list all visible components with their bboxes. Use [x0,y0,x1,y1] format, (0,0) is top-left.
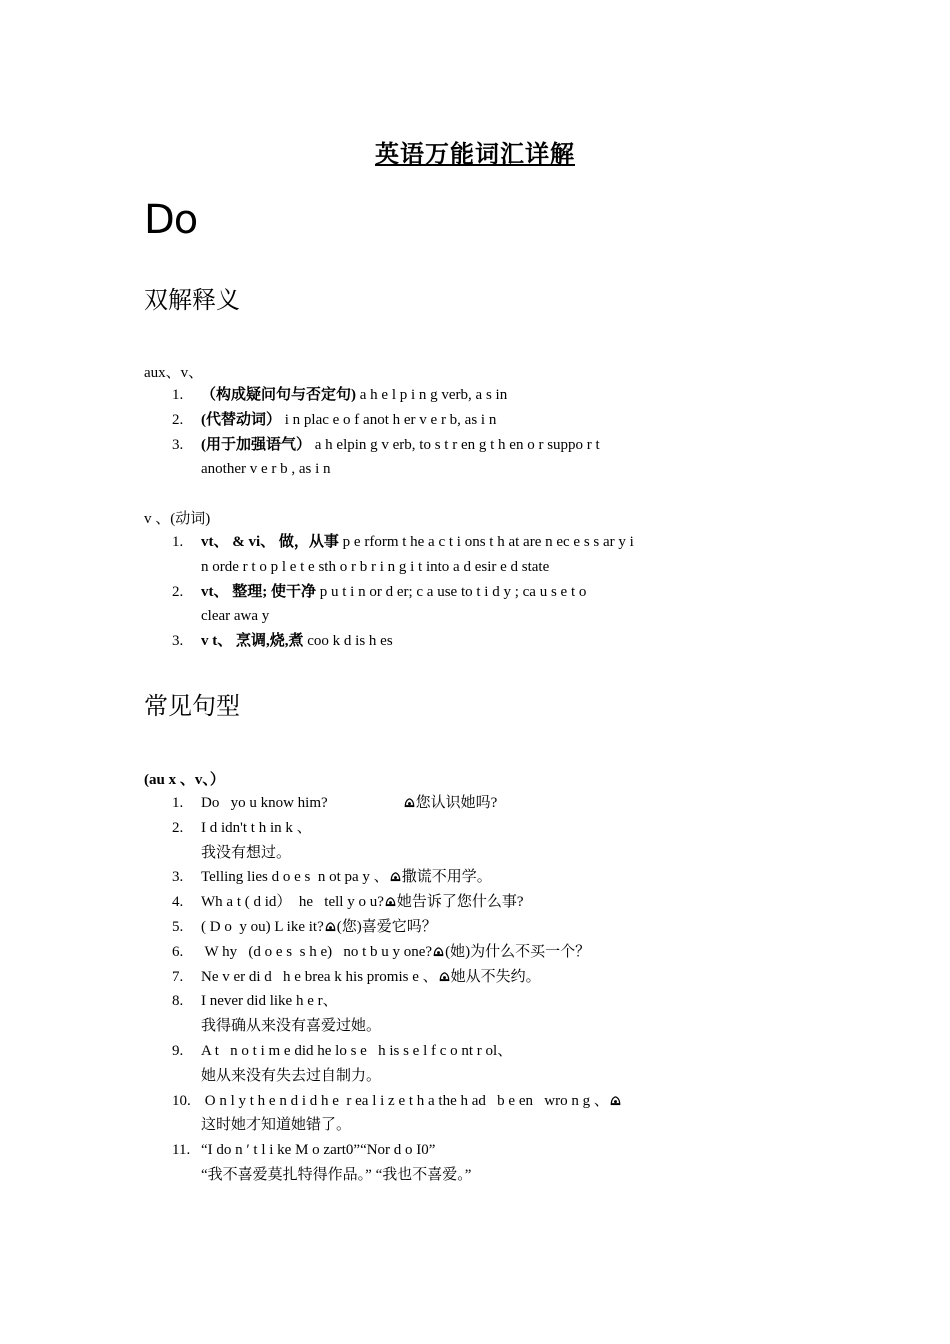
definition-list-aux [144,383,824,482]
sentence-translation: 我得确从来没有喜爱过她。 [201,1018,382,1035]
definition-tag: vt、 & vi、 做，从事 [201,534,339,550]
item-number: 6. [172,943,184,960]
definition-text: coo k d is h es [303,633,393,650]
reference-icon [325,916,336,927]
sentence-text: W hy (d o e s s h e) no t b u y one? [201,943,433,960]
list-item [144,408,824,433]
list-item [144,433,824,483]
definition-tag: (代替动词） [201,411,281,428]
reference-icon [610,1090,621,1101]
list-item [144,791,834,816]
list-item [144,816,834,866]
definition-text: a h e l p i n g verb, a s in [356,387,508,403]
sentence-text: Telling lies d o e s n ot pa y 、 [201,869,389,886]
pos-label-aux: aux、v、 [144,365,204,381]
sentence-translation: 您认识她吗? [415,795,498,811]
sentence-text: O n l y t h e n d i d h e r ea l i z e t h a the h ad b e en wro n g 、 [201,1092,609,1109]
sentence-text: Ne v er di d h e brea k his promis e 、 [201,968,438,985]
item-number: 1. [172,534,184,550]
list-item [144,383,824,408]
item-number: 3. [172,436,184,453]
reference-icon [439,966,450,977]
definition-text: a h elpin g v erb, to s t r en g t h en o r suppo r t [311,436,600,453]
list-item [144,530,824,580]
item-number: 5. [172,918,184,935]
reference-icon [385,891,396,902]
sentence-text: “I do n ′ t l i ke M o zart0”“Nor d o I0” [201,1142,436,1159]
sentence-text: Do yo u know him? [201,795,403,811]
definition-tag: v t、 烹调,烧,煮 [201,633,304,650]
list-item [144,890,834,915]
definition-list-verb [144,530,824,654]
item-number: 2. [172,819,184,836]
reference-icon [390,866,401,877]
sentence-translation: (她)为什么不买一个？ [445,943,591,960]
list-item [144,940,834,965]
item-number: 1. [172,795,184,811]
sentence-text: ( D o y ou) L ike it? [201,918,324,935]
pattern-list [144,791,834,1188]
item-number: 7. [172,968,184,985]
list-item [144,1138,834,1188]
list-item [144,965,834,990]
pos-label-verb: v 、(动词) [144,511,211,527]
sentence-text: A t n o t i m e did he lo s e h is s e l f c o nt r ol、 [201,1042,513,1059]
sentence-translation: 这时她才知道她错了。 [201,1117,352,1134]
sentence-translation: 撒谎不用学。 [401,869,492,886]
item-number: 10. [172,1092,191,1109]
item-number: 2. [172,583,184,600]
definition-tag: vt、 整理; 使干净 [201,583,316,600]
sentence-text: I never did like h e r、 [201,993,338,1010]
definition-text: p e rform t he a c t i ons t h at are n ec e s s ar y i [338,534,634,550]
sentence-translation: 她从来没有失去过自制力。 [201,1067,382,1084]
sentence-translation: “我不喜爱莫扎特得作品。” “我也不喜爱。” [201,1166,472,1183]
item-number: 1. [172,387,184,403]
definition-tag: (用于加强语气） [201,436,311,453]
definition-tag: （构成疑问句与否定句) [201,387,356,403]
definition-text: i n plac e o f anot h er v e r b, as i n [281,411,497,428]
definition-text-continued: another v e r b , as i n [201,461,331,478]
sentence-text: I d idn't t h in k 、 [201,819,312,836]
reference-icon [433,941,444,952]
headword: Do [144,197,198,243]
sentence-translation: 她从不失约。 [450,968,541,985]
item-number: 4. [172,894,184,911]
definition-text-continued: clear awa y [201,608,270,625]
list-item [144,865,834,890]
section-heading-patterns: 常见句型 [144,692,240,720]
list-item [144,629,824,654]
pattern-group-label: (au x 、v、） [144,772,225,788]
item-number: 3. [172,633,184,650]
sentence-translation: 我没有想过。 [201,844,292,861]
sentence-translation: 她告诉了您什么事? [396,894,524,911]
item-number: 11. [172,1142,191,1159]
section-heading-definitions: 双解释义 [144,286,240,314]
list-item [144,989,834,1039]
reference-icon [404,792,415,803]
definition-text: p u t i n or d er; c a use to t i d y ; ca u s e t o [316,583,587,600]
item-number: 9. [172,1042,184,1059]
item-number: 3. [172,869,184,886]
sentence-translation: (您)喜爱它吗？ [336,918,437,935]
definition-text-continued: n orde r t o p l e t e sth o r b r i n g i t into a d esir e d state [201,558,550,575]
item-number: 2. [172,411,184,428]
list-item [144,580,824,630]
list-item [144,1039,834,1089]
list-item [144,1089,834,1139]
item-number: 8. [172,993,184,1010]
page-title: 英语万能词汇详解 [375,142,575,168]
list-item [144,915,834,940]
sentence-text: Wh a t ( d id） he tell y o u? [201,894,384,911]
